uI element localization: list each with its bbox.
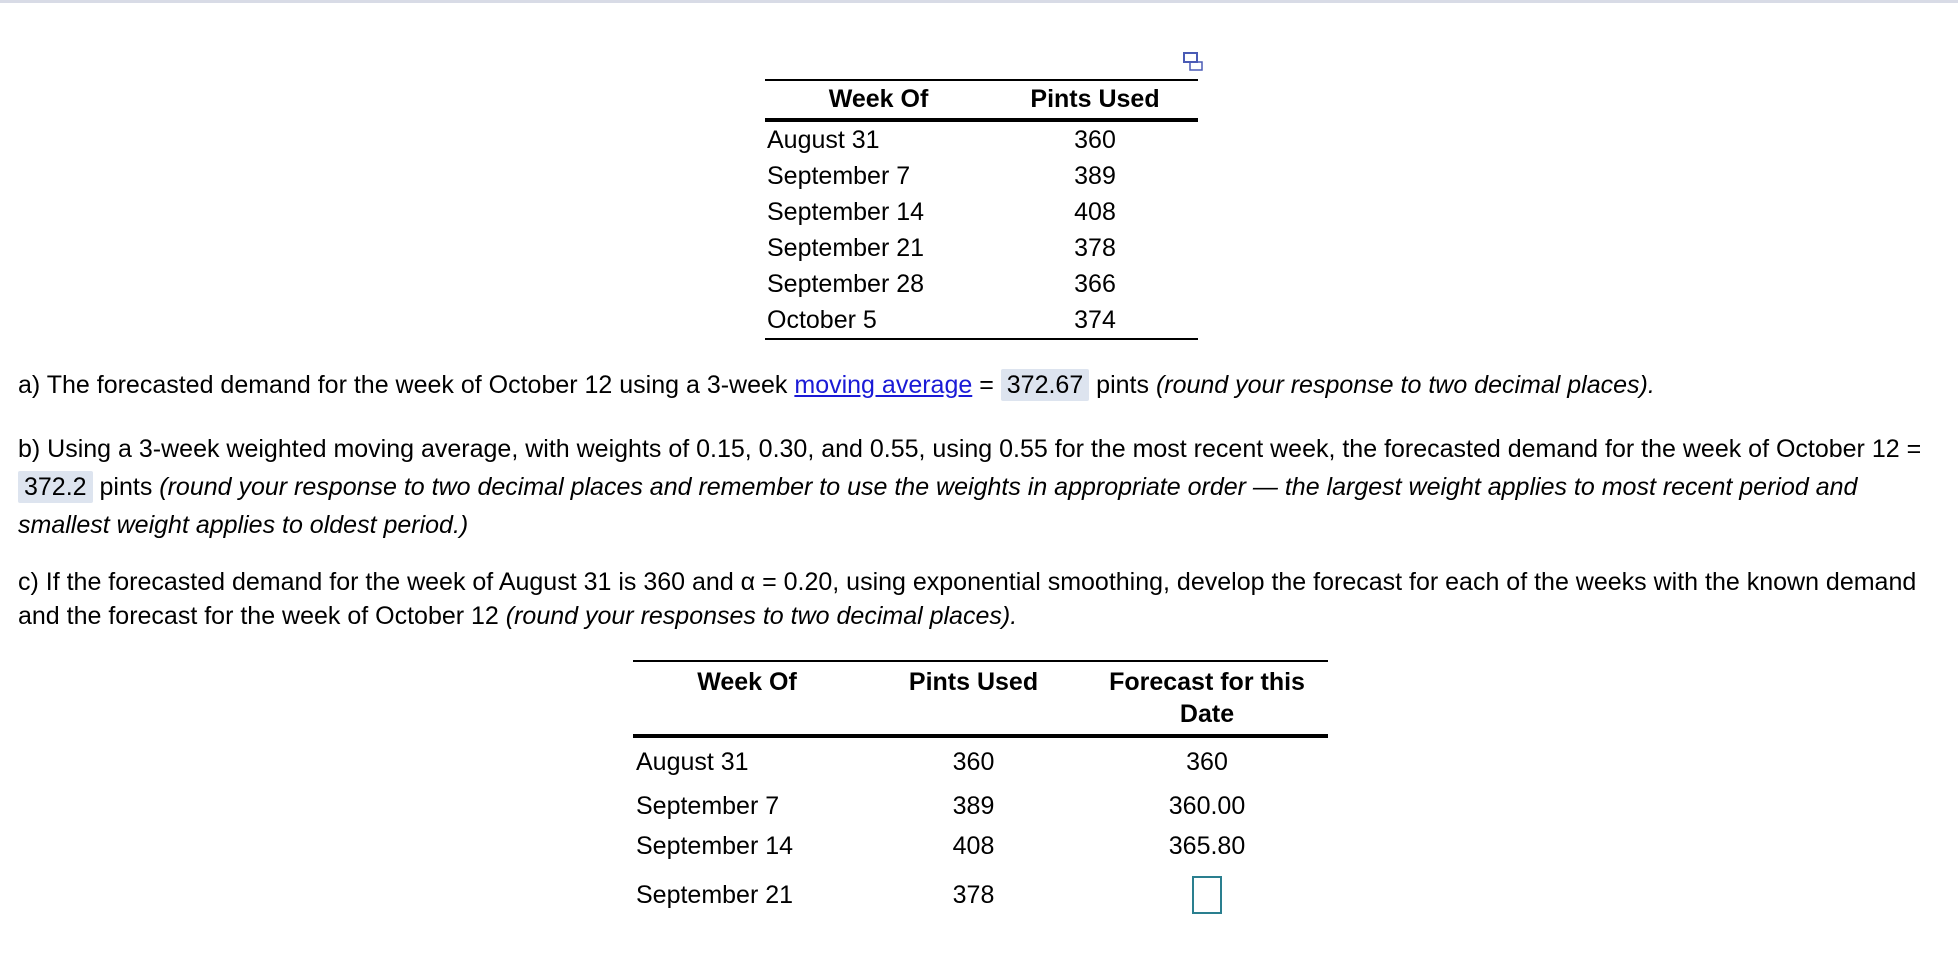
pints-cell: 408 [952, 831, 995, 860]
table-row [765, 230, 1198, 266]
pints-cell: 389 [952, 791, 995, 820]
rounding-note: (round your response to two decimal places). [1155, 371, 1655, 399]
column-header: Week Of [828, 85, 929, 113]
forecast-cell [1086, 866, 1328, 924]
week-cell: September 21 [636, 880, 794, 909]
week-cell: September 28 [767, 269, 925, 298]
rounding-note: (round your responses to two decimal places). [505, 602, 1018, 630]
column-header: Pints Used [1030, 85, 1160, 113]
week-cell: September 21 [767, 233, 925, 262]
forecast-input[interactable] [1192, 876, 1222, 914]
rounding-note: (round your response to two decimal places and remember to use the weights in appropriate order — the largest weight applies to most recent period and smallest weight applies to oldest period.) [18, 473, 1858, 539]
popout-icon[interactable] [1182, 51, 1204, 73]
forecast-cell: 360.00 [1168, 791, 1246, 820]
pints-cell: 360 [1074, 125, 1116, 154]
pints-cell: 378 [952, 880, 995, 909]
answer-b-field[interactable]: 372.2 [18, 471, 93, 503]
week-cell: October 5 [767, 305, 877, 334]
forecast-cell: 365.80 [1168, 831, 1246, 860]
unit-label: pints [92, 473, 160, 501]
pints-cell: 378 [1074, 233, 1116, 262]
moving-average-link[interactable]: moving average [794, 371, 973, 399]
pints-table [765, 79, 1198, 340]
table-row [633, 866, 1328, 924]
pints-cell: 366 [1074, 269, 1116, 298]
forecast-cell: 360 [1186, 747, 1228, 776]
pints-cell: 374 [1074, 305, 1116, 334]
pints-cell: 408 [1074, 197, 1116, 226]
column-header: Week Of [697, 668, 797, 696]
question-a-text: a) The forecasted demand for the week of October 12 using a 3-week [18, 371, 795, 399]
question-c [18, 565, 1948, 633]
question-b-text: b) Using a 3-week weighted moving average, with weights of 0.15, 0.30, and 0.55, using 0.55 for the most recent week, the forecasted demand for the week of October 12 = [18, 435, 1922, 463]
table-header-row [633, 661, 1328, 736]
question-b [18, 430, 1948, 544]
table-row [765, 120, 1198, 158]
week-cell: August 31 [636, 747, 749, 776]
column-header: Pints Used [908, 668, 1039, 696]
column-header: Forecast for this Date [1109, 668, 1305, 728]
table-row [765, 266, 1198, 302]
week-cell: September 7 [636, 791, 780, 820]
answer-a-field[interactable]: 372.67 [1001, 369, 1089, 401]
table-row [765, 194, 1198, 230]
equals-sign: = [972, 371, 1001, 399]
table-header-row [765, 80, 1198, 120]
table-row [633, 826, 1328, 866]
week-cell: September 14 [767, 197, 925, 226]
question-c-text: c) If the forecasted demand for the week of August 31 is 360 and α = 0.20, using exponential smoothing, develop the forecast for each of the weeks with the known demand and the forecast for the week of October 12 [18, 568, 1917, 630]
question-a [18, 366, 1948, 404]
week-cell: August 31 [767, 125, 880, 154]
pints-cell: 389 [1074, 161, 1116, 190]
week-cell: September 7 [767, 161, 911, 190]
week-cell: September 14 [636, 831, 794, 860]
top-border [0, 0, 1958, 3]
unit-label: pints [1089, 371, 1156, 399]
table-row [765, 302, 1198, 339]
table-row [633, 786, 1328, 826]
forecast-table [633, 660, 1328, 924]
table-row [765, 158, 1198, 194]
pints-cell: 360 [952, 747, 995, 776]
table-row [633, 736, 1328, 786]
